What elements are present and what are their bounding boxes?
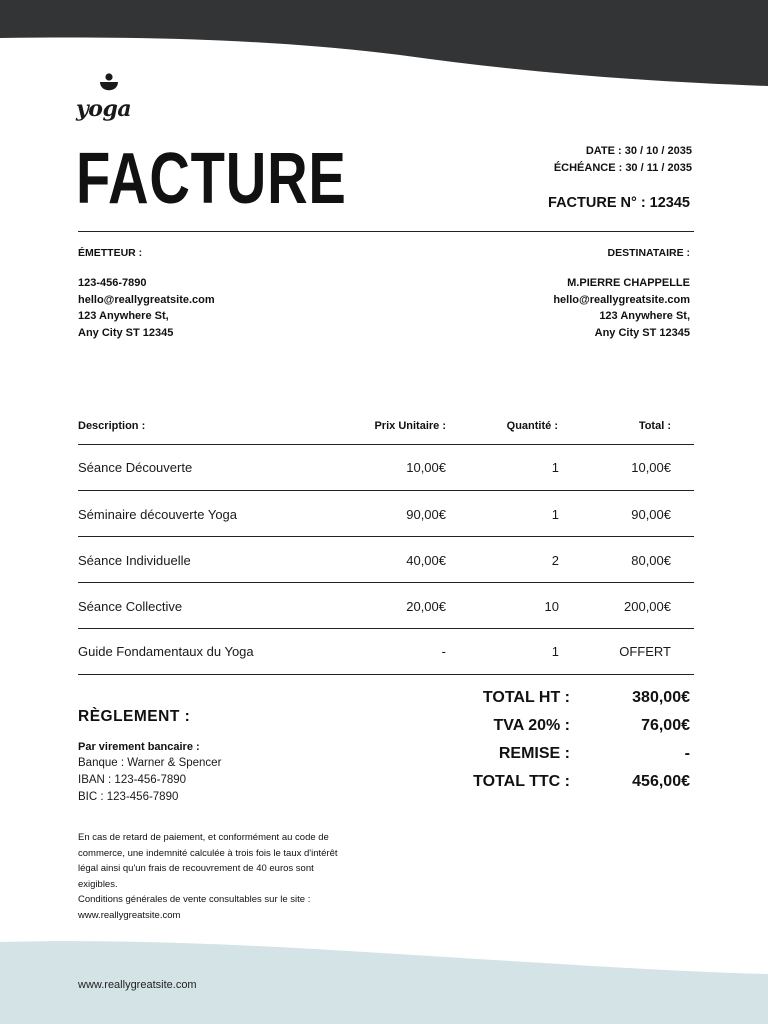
table-divider: [78, 582, 694, 583]
recipient-label: DESTINATAIRE :: [607, 247, 690, 259]
table-divider: [78, 628, 694, 629]
payment-iban: IBAN : 123-456-7890: [78, 774, 187, 786]
remise-label: REMISE :: [498, 745, 570, 762]
recipient-name: M.PIERRE CHAPPELLE: [567, 277, 690, 289]
issuer-phone: 123-456-7890: [78, 277, 147, 289]
recipient-street: 123 Anywhere St,: [599, 310, 690, 322]
row-2-total: 90,00€: [631, 507, 671, 522]
row-1-total: 10,00€: [631, 460, 671, 475]
row-5-description: Guide Fondamentaux du Yoga: [78, 644, 254, 659]
header-divider: [78, 231, 694, 232]
page-title: FACTURE: [76, 139, 347, 219]
recipient-city: Any City ST 12345: [594, 326, 690, 339]
row-2-description: Séminaire découverte Yoga: [78, 507, 238, 522]
issuer-label: ÉMETTEUR :: [78, 247, 143, 259]
row-1-quantity: 1: [551, 460, 559, 475]
payment-bic: BIC : 123-456-7890: [78, 791, 179, 803]
issuer-email: hello@reallygreatsite.com: [78, 293, 215, 306]
row-3-total: 80,00€: [631, 553, 671, 568]
row-5-quantity: 1: [551, 644, 559, 659]
row-1-description: Séance Découverte: [78, 460, 193, 475]
payment-method: Par virement bancaire :: [78, 741, 200, 753]
row-4-total: 200,00€: [624, 599, 671, 614]
row-2-unit-price: 90,00€: [406, 507, 446, 522]
tva-label: TVA 20% :: [493, 717, 570, 734]
row-5-total: OFFERT: [619, 644, 671, 659]
payment-bank: Banque : Warner & Spencer: [78, 757, 222, 769]
column-header-quantity: Quantité :: [506, 420, 558, 432]
issuer-street: 123 Anywhere St,: [78, 310, 169, 322]
tva-value: 76,00€: [641, 717, 690, 734]
column-header-unit-price: Prix Unitaire :: [374, 420, 446, 432]
logo-text: yoga: [76, 96, 132, 122]
row-5-unit-price: -: [441, 644, 446, 659]
payment-title: RÈGLEMENT :: [78, 708, 191, 725]
total-ttc-label: TOTAL TTC :: [473, 773, 570, 790]
bottom-decorative-band: [0, 930, 768, 1024]
column-header-total: Total :: [638, 420, 671, 432]
row-3-unit-price: 40,00€: [406, 553, 446, 568]
row-1-unit-price: 10,00€: [406, 460, 446, 475]
invoice-due-date: ÉCHÉANCE : 30 / 11 / 2035: [553, 162, 692, 174]
row-4-quantity: 10: [544, 599, 559, 614]
late-payment-notice: En cas de retard de paiement, et conformément au code de commerce, une indemnité calculée à trois fois le taux d'intérêt légal ainsi qu'un frais de recouvrement de 40 euros sont exigibles.: [78, 832, 338, 890]
issuer-city: Any City ST 12345: [78, 326, 174, 339]
terms-notice: Conditions générales de vente consultables sur le site : www.reallygreatsite.com: [78, 894, 311, 921]
table-divider: [78, 674, 694, 675]
footer-website[interactable]: www.reallygreatsite.com: [78, 979, 197, 991]
yoga-logo: [76, 70, 156, 126]
row-3-description: Séance Individuelle: [78, 553, 191, 568]
row-2-quantity: 1: [551, 507, 559, 522]
invoice-date: DATE : 30 / 10 / 2035: [585, 145, 692, 157]
column-header-description: Description :: [78, 420, 146, 432]
total-ht-label: TOTAL HT :: [482, 689, 570, 706]
recipient-address: [553, 275, 690, 341]
row-4-description: Séance Collective: [78, 599, 183, 614]
table-divider: [78, 444, 694, 445]
total-ht-value: 380,00€: [632, 689, 690, 706]
recipient-email: hello@reallygreatsite.com: [553, 293, 690, 306]
row-4-unit-price: 20,00€: [406, 599, 446, 614]
remise-value: -: [684, 745, 690, 762]
total-ttc-value: 456,00€: [632, 773, 690, 790]
row-3-quantity: 2: [551, 553, 559, 568]
table-divider: [78, 490, 694, 491]
issuer-address: [78, 275, 215, 341]
table-divider: [78, 536, 694, 537]
invoice-number: FACTURE N° : 12345: [548, 195, 690, 211]
